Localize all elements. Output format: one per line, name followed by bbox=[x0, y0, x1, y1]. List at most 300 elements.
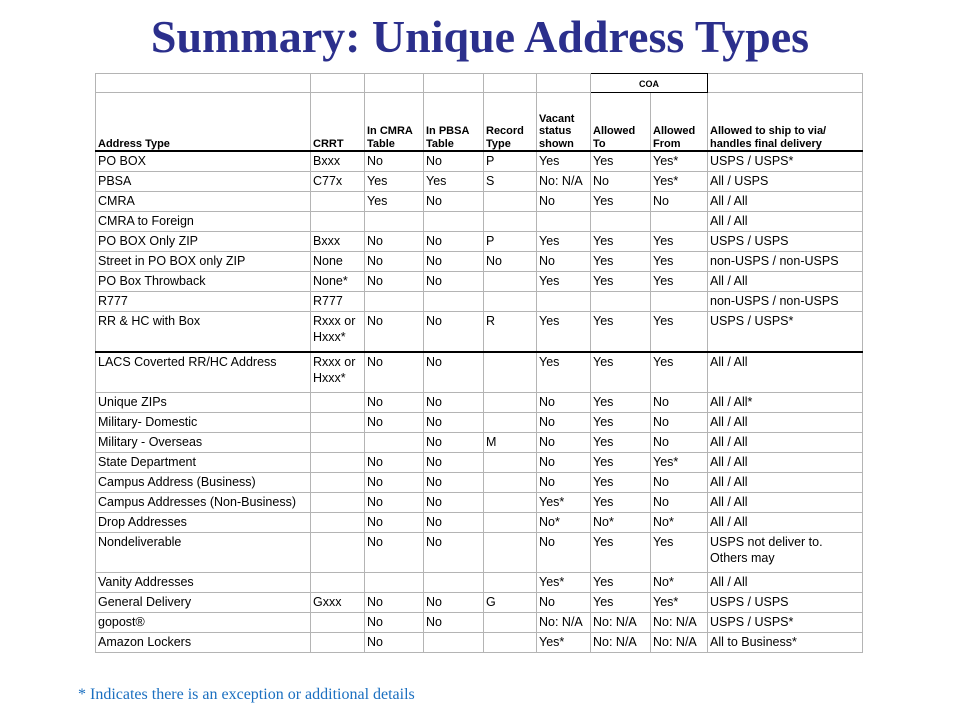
cell-text: Yes bbox=[593, 274, 614, 288]
cell-text: Yes* bbox=[539, 575, 565, 589]
cell-in-cmra bbox=[365, 212, 424, 232]
cell-vacant-status bbox=[537, 192, 591, 212]
cell-allowed-to bbox=[591, 473, 651, 493]
cell-allowed-to bbox=[591, 151, 651, 172]
cell-text: Yes bbox=[653, 314, 674, 328]
cell-text: Yes bbox=[593, 395, 614, 409]
cell-text: No bbox=[367, 274, 383, 288]
cell-crrt bbox=[311, 533, 365, 573]
cell-address-type bbox=[96, 433, 311, 453]
cell-crrt bbox=[311, 312, 365, 353]
cell-allowed-from bbox=[651, 493, 708, 513]
cell-address-type bbox=[96, 473, 311, 493]
cell-in-cmra bbox=[365, 513, 424, 533]
cell-text: No: N/A bbox=[653, 615, 697, 629]
cell-text: No bbox=[367, 515, 383, 529]
cell-text: CMRA to Foreign bbox=[98, 214, 194, 228]
cell-ship-via bbox=[708, 252, 863, 272]
cell-address-type bbox=[96, 312, 311, 353]
cell-text: Amazon Lockers bbox=[98, 635, 192, 649]
cell-text: Yes bbox=[593, 254, 614, 268]
cell-ship-via bbox=[708, 312, 863, 353]
cell-text: USPS / USPS* bbox=[710, 314, 794, 328]
cell-text: Yes bbox=[367, 174, 388, 188]
cell-record-type bbox=[484, 312, 537, 353]
cell-crrt bbox=[311, 232, 365, 252]
cell-in-cmra bbox=[365, 453, 424, 473]
header-address-type: Address Type bbox=[96, 93, 311, 152]
cell-in-cmra bbox=[365, 272, 424, 292]
cell-text: No bbox=[367, 455, 383, 469]
cell-in-pbsa bbox=[424, 433, 484, 453]
cell-text: Yes bbox=[426, 174, 447, 188]
cell-text: All / All bbox=[710, 455, 748, 469]
cell-address-type bbox=[96, 292, 311, 312]
cell-text: No bbox=[426, 274, 442, 288]
cell-vacant-status bbox=[537, 493, 591, 513]
cell-ship-via bbox=[708, 272, 863, 292]
cell-text: Campus Address (Business) bbox=[98, 475, 256, 489]
cell-text: Yes* bbox=[653, 595, 679, 609]
cell-in-pbsa bbox=[424, 533, 484, 573]
cell-text: General Delivery bbox=[98, 595, 192, 609]
cell-address-type bbox=[96, 633, 311, 653]
cell-text: No* bbox=[653, 575, 674, 589]
cell-ship-via bbox=[708, 613, 863, 633]
cell-crrt bbox=[311, 493, 365, 513]
cell-in-pbsa bbox=[424, 252, 484, 272]
cell-text: non-USPS / non-USPS bbox=[710, 294, 839, 308]
cell-vacant-status bbox=[537, 473, 591, 493]
cell-text: Campus Addresses (Non-Business) bbox=[98, 495, 296, 509]
cell-text: No bbox=[539, 194, 555, 208]
cell-text: No bbox=[653, 415, 669, 429]
cell-ship-via bbox=[708, 533, 863, 573]
cell-text: Yes bbox=[539, 355, 560, 369]
cell-allowed-from bbox=[651, 272, 708, 292]
table-row bbox=[96, 352, 863, 393]
cell-allowed-to bbox=[591, 172, 651, 192]
cell-in-pbsa bbox=[424, 352, 484, 393]
cell-record-type bbox=[484, 513, 537, 533]
cell-text: Yes bbox=[593, 415, 614, 429]
cell-allowed-from bbox=[651, 453, 708, 473]
cell-text: Yes* bbox=[653, 154, 679, 168]
table-row bbox=[96, 192, 863, 212]
cell-record-type bbox=[484, 292, 537, 312]
cell-text: Yes bbox=[539, 234, 560, 248]
cell-in-pbsa bbox=[424, 413, 484, 433]
cell-in-pbsa bbox=[424, 272, 484, 292]
cell-text: No bbox=[367, 234, 383, 248]
cell-crrt bbox=[311, 292, 365, 312]
page-title: Summary: Unique Address Types bbox=[150, 11, 810, 62]
cell-text: CMRA bbox=[98, 194, 135, 208]
cell-text: No bbox=[426, 154, 442, 168]
cell-text: Yes bbox=[653, 535, 674, 549]
address-types-table bbox=[95, 73, 863, 653]
cell-text: Yes bbox=[539, 314, 560, 328]
cell-text: All / All* bbox=[710, 395, 753, 409]
cell-allowed-from bbox=[651, 252, 708, 272]
cell-text: No: N/A bbox=[539, 174, 583, 188]
cell-text: LACS Coverted RR/HC Address bbox=[98, 355, 277, 369]
table-row bbox=[96, 633, 863, 653]
cell-in-cmra bbox=[365, 533, 424, 573]
cell-record-type bbox=[484, 413, 537, 433]
cell-text: No bbox=[653, 475, 669, 489]
cell-text: None* bbox=[313, 274, 348, 288]
cell-text: No bbox=[367, 415, 383, 429]
cell-text: No bbox=[539, 395, 555, 409]
cell-text: All / All bbox=[710, 515, 748, 529]
cell-text: None bbox=[313, 254, 343, 268]
cell-allowed-to bbox=[591, 232, 651, 252]
cell-record-type bbox=[484, 453, 537, 473]
cell-in-pbsa bbox=[424, 172, 484, 192]
cell-text: Yes bbox=[593, 535, 614, 549]
cell-text: USPS / USPS bbox=[710, 595, 789, 609]
header-crrt: CRRT bbox=[311, 93, 365, 152]
coa-header-row bbox=[96, 74, 863, 93]
cell-text: Yes bbox=[593, 575, 614, 589]
cell-text: No bbox=[426, 455, 442, 469]
cell-text: All / All bbox=[710, 214, 748, 228]
cell-text: No bbox=[367, 595, 383, 609]
cell-text: No bbox=[426, 615, 442, 629]
cell-text: G bbox=[486, 595, 496, 609]
cell-text: Yes bbox=[593, 595, 614, 609]
cell-text: PO Box Throwback bbox=[98, 274, 206, 288]
blank-cell bbox=[708, 74, 863, 93]
cell-ship-via bbox=[708, 151, 863, 172]
cell-record-type bbox=[484, 192, 537, 212]
cell-allowed-to bbox=[591, 453, 651, 473]
cell-ship-via bbox=[708, 232, 863, 252]
cell-allowed-from bbox=[651, 433, 708, 453]
cell-address-type bbox=[96, 172, 311, 192]
cell-vacant-status bbox=[537, 513, 591, 533]
cell-crrt bbox=[311, 593, 365, 613]
cell-in-cmra bbox=[365, 151, 424, 172]
cell-address-type bbox=[96, 533, 311, 573]
cell-allowed-to bbox=[591, 192, 651, 212]
cell-allowed-to bbox=[591, 292, 651, 312]
cell-record-type bbox=[484, 473, 537, 493]
cell-crrt bbox=[311, 272, 365, 292]
cell-address-type bbox=[96, 593, 311, 613]
cell-text: PBSA bbox=[98, 174, 132, 188]
cell-in-pbsa bbox=[424, 312, 484, 353]
cell-vacant-status bbox=[537, 252, 591, 272]
cell-text: Yes bbox=[593, 455, 614, 469]
cell-record-type bbox=[484, 433, 537, 453]
table-row bbox=[96, 393, 863, 413]
cell-allowed-to bbox=[591, 312, 651, 353]
blank-cell bbox=[537, 74, 591, 93]
cell-allowed-to bbox=[591, 352, 651, 393]
cell-address-type bbox=[96, 493, 311, 513]
blank-cell bbox=[424, 74, 484, 93]
cell-text: Vanity Addresses bbox=[98, 575, 194, 589]
cell-in-cmra bbox=[365, 593, 424, 613]
cell-text: All / All bbox=[710, 194, 748, 208]
cell-text: Yes bbox=[653, 234, 674, 248]
cell-text: No* bbox=[539, 515, 560, 529]
cell-text: No bbox=[426, 475, 442, 489]
cell-allowed-to bbox=[591, 593, 651, 613]
cell-ship-via bbox=[708, 192, 863, 212]
cell-text: No bbox=[367, 535, 383, 549]
cell-allowed-from bbox=[651, 232, 708, 252]
cell-text: R777 bbox=[313, 294, 343, 308]
cell-in-cmra bbox=[365, 613, 424, 633]
cell-text: No bbox=[426, 254, 442, 268]
cell-record-type bbox=[484, 633, 537, 653]
cell-text: Rxxx or Hxxx* bbox=[313, 314, 356, 344]
cell-text: USPS not deliver to. Others may bbox=[710, 535, 823, 565]
cell-address-type bbox=[96, 151, 311, 172]
cell-text: Street in PO BOX only ZIP bbox=[98, 254, 246, 268]
cell-text: No bbox=[539, 455, 555, 469]
cell-allowed-from bbox=[651, 192, 708, 212]
cell-text: No bbox=[653, 194, 669, 208]
cell-allowed-to bbox=[591, 573, 651, 593]
coa-group-header: COA bbox=[591, 74, 708, 93]
cell-allowed-to bbox=[591, 613, 651, 633]
cell-allowed-from bbox=[651, 513, 708, 533]
cell-in-pbsa bbox=[424, 593, 484, 613]
cell-ship-via bbox=[708, 473, 863, 493]
cell-crrt bbox=[311, 212, 365, 232]
cell-allowed-from bbox=[651, 573, 708, 593]
table-row bbox=[96, 252, 863, 272]
cell-allowed-from bbox=[651, 613, 708, 633]
cell-text: Bxxx bbox=[313, 154, 341, 168]
cell-ship-via bbox=[708, 433, 863, 453]
blank-cell bbox=[365, 74, 424, 93]
cell-allowed-to bbox=[591, 212, 651, 232]
cell-record-type bbox=[484, 272, 537, 292]
cell-text: All / USPS bbox=[710, 174, 769, 188]
header-in-cmra-table: In CMRA Table bbox=[365, 93, 424, 152]
cell-in-pbsa bbox=[424, 513, 484, 533]
cell-text: R bbox=[486, 314, 496, 328]
cell-text: USPS / USPS bbox=[710, 234, 789, 248]
cell-allowed-from bbox=[651, 352, 708, 393]
cell-allowed-to bbox=[591, 433, 651, 453]
cell-ship-via bbox=[708, 212, 863, 232]
cell-text: No bbox=[653, 495, 669, 509]
cell-in-pbsa bbox=[424, 393, 484, 413]
cell-ship-via bbox=[708, 593, 863, 613]
cell-allowed-from bbox=[651, 172, 708, 192]
table-row bbox=[96, 212, 863, 232]
cell-vacant-status bbox=[537, 272, 591, 292]
cell-address-type bbox=[96, 272, 311, 292]
cell-in-pbsa bbox=[424, 633, 484, 653]
cell-allowed-from bbox=[651, 393, 708, 413]
cell-text: No bbox=[593, 174, 609, 188]
cell-text: No bbox=[367, 635, 383, 649]
cell-ship-via bbox=[708, 393, 863, 413]
cell-text: All / All bbox=[710, 575, 748, 589]
cell-vacant-status bbox=[537, 232, 591, 252]
cell-ship-via bbox=[708, 493, 863, 513]
cell-text: No bbox=[426, 355, 442, 369]
cell-in-pbsa bbox=[424, 192, 484, 212]
cell-address-type bbox=[96, 232, 311, 252]
cell-text: No bbox=[426, 515, 442, 529]
cell-vacant-status bbox=[537, 613, 591, 633]
cell-record-type bbox=[484, 573, 537, 593]
cell-text: No bbox=[653, 435, 669, 449]
cell-vacant-status bbox=[537, 292, 591, 312]
cell-vacant-status bbox=[537, 633, 591, 653]
table-row bbox=[96, 232, 863, 252]
cell-text: Yes* bbox=[539, 635, 565, 649]
cell-address-type bbox=[96, 573, 311, 593]
cell-crrt bbox=[311, 352, 365, 393]
cell-crrt bbox=[311, 172, 365, 192]
cell-text: M bbox=[486, 435, 497, 449]
cell-in-pbsa bbox=[424, 212, 484, 232]
cell-crrt bbox=[311, 252, 365, 272]
cell-record-type bbox=[484, 352, 537, 393]
cell-crrt bbox=[311, 393, 365, 413]
cell-vacant-status bbox=[537, 453, 591, 473]
cell-record-type bbox=[484, 151, 537, 172]
cell-record-type bbox=[484, 593, 537, 613]
cell-allowed-to bbox=[591, 633, 651, 653]
table-row bbox=[96, 593, 863, 613]
cell-text: Unique ZIPs bbox=[98, 395, 167, 409]
cell-text: Nondeliverable bbox=[98, 535, 182, 549]
cell-allowed-to bbox=[591, 393, 651, 413]
cell-text: PO BOX Only ZIP bbox=[98, 234, 199, 248]
cell-text: RR & HC with Box bbox=[98, 314, 201, 328]
cell-ship-via bbox=[708, 573, 863, 593]
cell-text: No bbox=[486, 254, 502, 268]
cell-text: Yes bbox=[593, 154, 614, 168]
cell-address-type bbox=[96, 613, 311, 633]
cell-text: No bbox=[426, 314, 442, 328]
blank-cell bbox=[311, 74, 365, 93]
cell-text: No bbox=[426, 495, 442, 509]
cell-text: No bbox=[426, 395, 442, 409]
cell-in-cmra bbox=[365, 232, 424, 252]
cell-in-cmra bbox=[365, 252, 424, 272]
cell-record-type bbox=[484, 533, 537, 573]
cell-text: All / All bbox=[710, 274, 748, 288]
cell-text: No: N/A bbox=[653, 635, 697, 649]
cell-record-type bbox=[484, 252, 537, 272]
cell-text: Yes bbox=[593, 475, 614, 489]
cell-text: USPS / USPS* bbox=[710, 154, 794, 168]
cell-crrt bbox=[311, 633, 365, 653]
cell-text: State Department bbox=[98, 455, 196, 469]
table-row bbox=[96, 533, 863, 573]
cell-text: Yes bbox=[593, 194, 614, 208]
cell-text: No bbox=[426, 595, 442, 609]
cell-ship-via bbox=[708, 633, 863, 653]
cell-crrt bbox=[311, 151, 365, 172]
cell-crrt bbox=[311, 473, 365, 493]
cell-text: No bbox=[367, 395, 383, 409]
cell-text: Yes bbox=[593, 314, 614, 328]
header-ship-via: Allowed to ship to via/ handles final delivery bbox=[708, 93, 863, 152]
cell-text: P bbox=[486, 234, 495, 248]
cell-text: Yes bbox=[367, 194, 388, 208]
cell-in-cmra bbox=[365, 292, 424, 312]
cell-in-cmra bbox=[365, 433, 424, 453]
cell-in-cmra bbox=[365, 633, 424, 653]
cell-allowed-from bbox=[651, 312, 708, 353]
cell-address-type bbox=[96, 453, 311, 473]
cell-text: Yes bbox=[593, 435, 614, 449]
cell-text: No bbox=[367, 355, 383, 369]
cell-crrt bbox=[311, 192, 365, 212]
cell-text: No: N/A bbox=[593, 635, 637, 649]
cell-text: Yes bbox=[653, 254, 674, 268]
table-row bbox=[96, 493, 863, 513]
cell-ship-via bbox=[708, 413, 863, 433]
cell-text: Military - Overseas bbox=[98, 435, 203, 449]
cell-text: All / All bbox=[710, 355, 748, 369]
cell-text: gopost® bbox=[98, 615, 145, 629]
cell-allowed-to bbox=[591, 413, 651, 433]
cell-text: Bxxx bbox=[313, 234, 341, 248]
cell-allowed-from bbox=[651, 413, 708, 433]
cell-text: S bbox=[486, 174, 495, 188]
header-record-type: Record Type bbox=[484, 93, 537, 152]
cell-allowed-to bbox=[591, 533, 651, 573]
column-header-row bbox=[96, 93, 863, 152]
cell-text: No bbox=[426, 415, 442, 429]
cell-text: No bbox=[367, 495, 383, 509]
cell-text: Yes bbox=[539, 274, 560, 288]
cell-text: No* bbox=[593, 515, 614, 529]
cell-in-cmra bbox=[365, 312, 424, 353]
cell-text: Yes bbox=[593, 355, 614, 369]
cell-record-type bbox=[484, 613, 537, 633]
cell-text: No bbox=[367, 254, 383, 268]
table-row bbox=[96, 292, 863, 312]
cell-text: Yes* bbox=[653, 174, 679, 188]
cell-text: No bbox=[426, 194, 442, 208]
cell-text: All / All bbox=[710, 415, 748, 429]
cell-vacant-status bbox=[537, 212, 591, 232]
cell-text: All to Business* bbox=[710, 635, 797, 649]
cell-vacant-status bbox=[537, 393, 591, 413]
cell-text: No bbox=[426, 234, 442, 248]
cell-text: P bbox=[486, 154, 495, 168]
table-row bbox=[96, 151, 863, 172]
header-vacant-status: Vacant status shown bbox=[537, 93, 591, 152]
cell-text: USPS / USPS* bbox=[710, 615, 794, 629]
cell-address-type bbox=[96, 513, 311, 533]
cell-ship-via bbox=[708, 292, 863, 312]
cell-crrt bbox=[311, 513, 365, 533]
cell-vacant-status bbox=[537, 573, 591, 593]
cell-vacant-status bbox=[537, 352, 591, 393]
cell-ship-via bbox=[708, 172, 863, 192]
cell-allowed-from bbox=[651, 151, 708, 172]
cell-allowed-to bbox=[591, 513, 651, 533]
cell-ship-via bbox=[708, 453, 863, 473]
cell-text: No bbox=[539, 435, 555, 449]
table-row bbox=[96, 433, 863, 453]
